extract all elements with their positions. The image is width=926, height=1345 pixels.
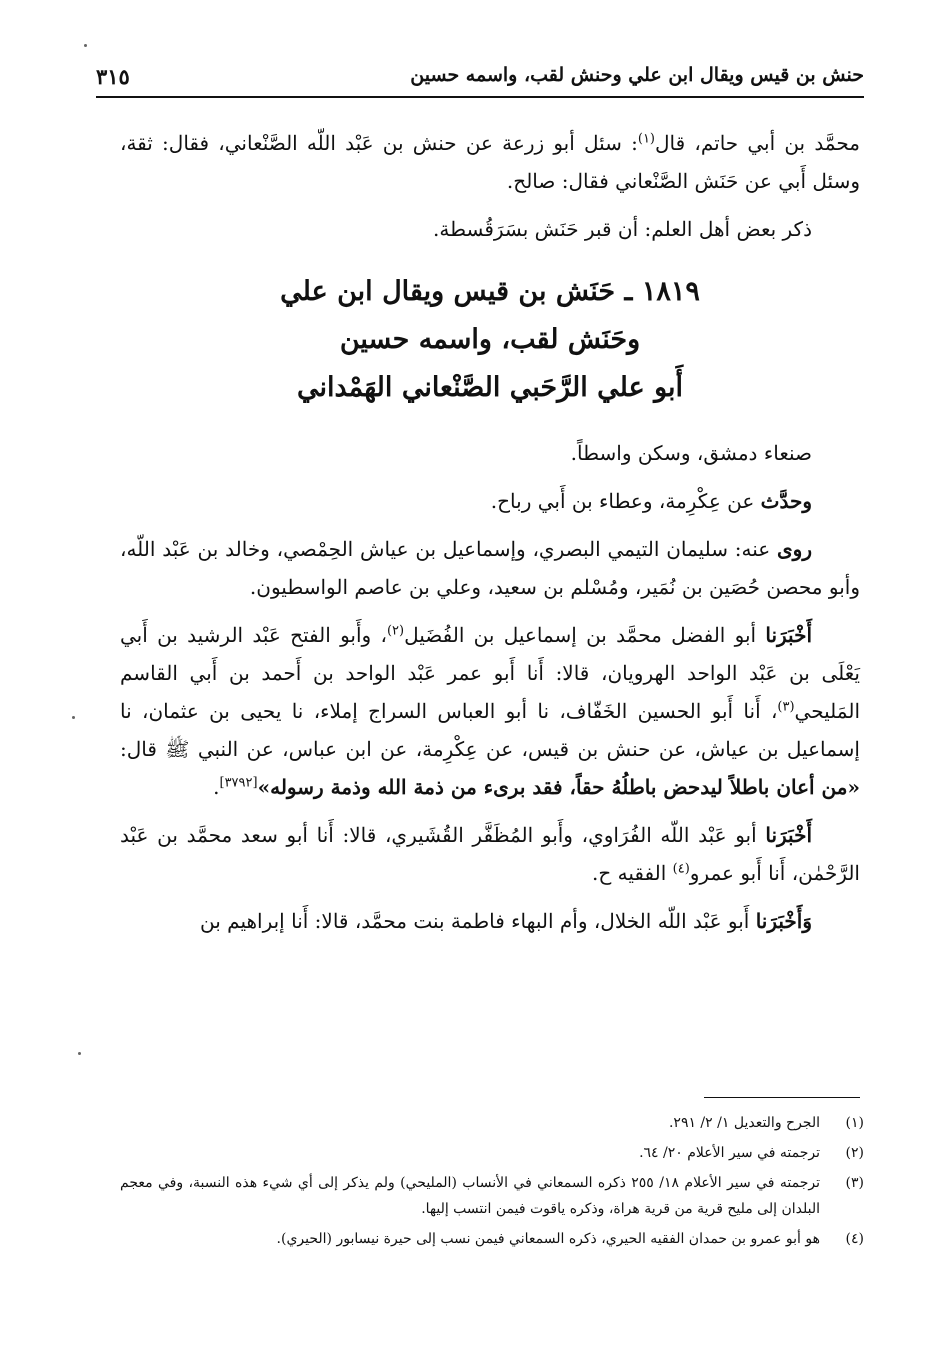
grave-note: ذكر بعض أهل العلم: أن قبر حَنَش بسَرَقُسطة. — [432, 217, 812, 241]
isnad-text-a: أبو عَبْد اللّه الفُرَاوي، وأَبو المُظَفَّر القُشَيري، قالا: أَنا أبو سعد محمَّد بن عَبْد الرَّحْمٰن، أَنا أَبو عمرو — [120, 823, 860, 885]
origin-paragraph — [120, 434, 860, 472]
main-text — [120, 124, 860, 950]
isnad-text-b: الفقيه ح. — [592, 861, 673, 885]
entry-heading-line-1: ١٨١٩ ـ حَنَش بن قيس ويقال ابن علي — [280, 276, 700, 307]
isnad-text-b: ، وأَبو الفتح عَبْد الرشيد بن أَبي يَعْلَى بن عَبْد الواحد الهرويان، قالا: أَنا أَبو عمر عَبْد الواحد بن أَحمد بن أَبي القاسم المَليحي — [120, 623, 860, 723]
transmitters-paragraph — [120, 530, 860, 606]
wa-akhbarana-lead: وَأَخْبَرَنا — [755, 909, 812, 933]
footnote-number: (٤) — [845, 1231, 864, 1247]
isnad-paragraph-1 — [120, 616, 860, 806]
footnote-separator — [704, 1097, 860, 1098]
akhbarana-lead: أَخْبَرَنا — [765, 823, 812, 847]
running-header — [96, 62, 864, 98]
intro-note — [120, 210, 860, 248]
footnote-number: (٢) — [845, 1145, 864, 1161]
footnote-text: ترجمته في سير الأعلام ٢٠/ ٦٤. — [639, 1145, 820, 1161]
isnad-text-c: ، أَنا أَبو الحسين الخَفّاف، نا أبو العباس السراج إملاء، نا يحيى بن عثمان، نا إسماعيل بن عياش، عن حنش بن قيس، عن عِكْرِمة، عن ابن عباس، عن النبي ﷺ قال: — [120, 699, 860, 761]
narrated-lead: وحدَّث — [760, 489, 812, 513]
footnote-ref-3: (٣) — [777, 699, 795, 715]
hadith-text: «من أعان باطلاً ليدحض باطلُهُ حقاً، فقد برىء من ذمة الله وذمة رسوله» — [257, 775, 860, 799]
footnote-ref-1: (١) — [637, 131, 655, 147]
footnote-text: الجرح والتعديل ١/ ٢/ ٢٩١. — [668, 1115, 820, 1131]
footnote — [120, 1140, 864, 1166]
isnad-end: . — [213, 775, 220, 799]
entry-heading-line-2: وحَنَش لقب، واسمه حسين — [339, 324, 641, 355]
akhbarana-lead: أَخْبَرَنا — [765, 623, 813, 647]
isnad-paragraph-3 — [120, 902, 860, 940]
footnote-text: ترجمته في سير الأعلام ١٨/ ٢٥٥ ذكره السمعاني في الأنساب (المليحي) ولم يذكر إلى أي شيء هذه النسبة، وفي معجم البلدان إلى مليح قرية من قرية هراة، وذكره ياقوت فيمن انتسب إليها. — [120, 1175, 820, 1217]
footnote — [120, 1110, 864, 1136]
footnote-ref-2: (٢) — [386, 623, 405, 639]
transmitters-text: عنه: سليمان التيمي البصري، وإسماعيل بن عياش الحِمْصي، وخالد بن عَبْد اللّه، وأبو محصن حُصَين بن نُمَير، ومُسْلم بن سعيد، وعلي بن عاصم الواسطيون. — [120, 537, 860, 599]
narrated-paragraph — [120, 482, 860, 520]
footnote-number: (٣) — [845, 1175, 864, 1191]
narrated-text: عن عِكْرِمة، وعطاء بن أَبي رباح. — [490, 489, 761, 513]
running-header-title: حنش بن قيس ويقال ابن علي وحنش لقب، واسمه حسين — [410, 64, 864, 86]
scan-speck — [72, 716, 75, 719]
isnad-text-a: أبو الفضل محمَّد بن إسماعيل بن الفُضَيل — [404, 623, 766, 647]
footnote — [120, 1170, 864, 1222]
entry-heading — [120, 268, 860, 412]
transmitters-lead: روى — [777, 537, 812, 561]
intro-paragraph — [120, 124, 860, 200]
footnote-number: (١) — [845, 1115, 864, 1131]
footnote — [120, 1226, 864, 1252]
footnotes — [120, 1110, 864, 1256]
hadith-reference: [٣٧٩٢] — [219, 775, 258, 791]
footnote-text: هو أبو عمرو بن حمدان الفقيه الحيري، ذكره السمعاني فيمن نسب إلى حيرة نيسابور (الحيري). — [276, 1231, 820, 1247]
scan-speck — [78, 1052, 81, 1055]
isnad-text: أَبو عَبْد اللّه الخلال، وأم البهاء فاطمة بنت محمَّد، قالا: أَنا إبراهيم بن — [199, 909, 756, 933]
intro-text-rest: : سئل أبو زرعة عن حنش بن عَبْد اللّه الصَّنْعاني، فقال: ثقة، وسئل أَبي عن حَنَش الصَّنْعاني فقال: صالح. — [120, 131, 860, 193]
intro-text: محمَّد بن أبي حاتم، قال — [655, 131, 860, 155]
scan-speck — [84, 44, 87, 47]
footnote-ref-4: (٤) — [672, 861, 690, 877]
entry-heading-line-3: أَبو علي الرَّحَبي الصَّنْعاني الهَمْداني — [296, 372, 684, 403]
isnad-paragraph-2 — [120, 816, 860, 892]
origin-text: صنعاء دمشق، وسكن واسطاً. — [570, 441, 812, 465]
page-number: ٣١٥ — [96, 64, 130, 89]
